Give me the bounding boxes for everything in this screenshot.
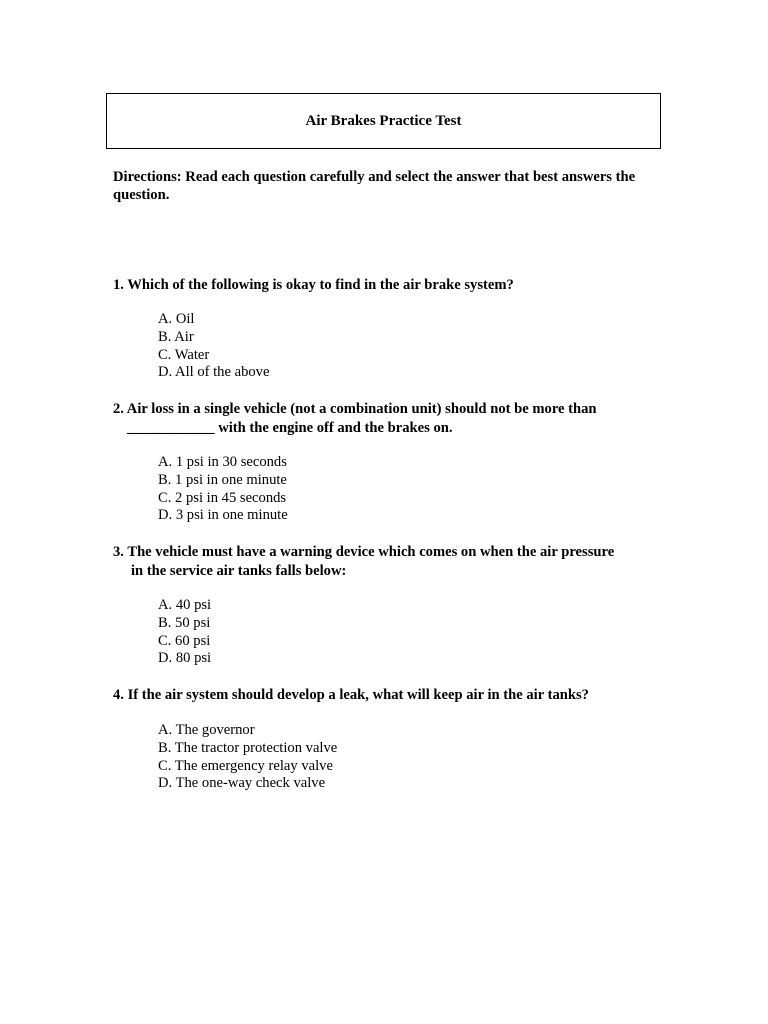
question-3-text-line1: 3. The vehicle must have a warning device which comes on when the air pressure <box>113 544 615 560</box>
question-1-options <box>158 311 269 382</box>
question-4-option-d: D. The one-way check valve <box>158 775 326 792</box>
question-4-text: 4. If the air system should develop a leak, what will keep air in the air tanks? <box>113 687 589 703</box>
question-1-option-a: A. Oil <box>158 311 195 327</box>
question-4-option-b: B. The tractor protection valve <box>158 739 338 756</box>
question-2-options <box>158 454 288 525</box>
question-1-option-d: D. All of the above <box>158 364 270 381</box>
question-3-option-a: A. 40 psi <box>158 597 212 613</box>
question-3-text-line2: in the service air tanks falls below: <box>131 562 347 579</box>
question-4-option-a: A. The governor <box>158 722 255 738</box>
question-2 <box>113 400 653 437</box>
question-4-options <box>158 722 337 793</box>
question-2-option-c: C. 2 psi in 45 seconds <box>158 489 287 506</box>
question-3 <box>113 543 653 580</box>
question-3-option-b: B. 50 psi <box>158 614 211 631</box>
question-3-option-c: C. 60 psi <box>158 632 211 649</box>
page-title: Air Brakes Practice Test <box>305 112 462 129</box>
question-2-text-line1: 2. Air loss in a single vehicle (not a combination unit) should not be more than <box>113 401 597 417</box>
question-4-option-c: C. The emergency relay valve <box>158 757 333 774</box>
question-4 <box>113 686 653 705</box>
question-1-option-c: C. Water <box>158 346 210 363</box>
question-3-options <box>158 597 211 668</box>
question-2-option-b: B. 1 psi in one minute <box>158 471 287 488</box>
title-box <box>106 93 661 149</box>
question-2-option-d: D. 3 psi in one minute <box>158 507 288 524</box>
question-2-option-a: A. 1 psi in 30 seconds <box>158 454 287 470</box>
question-2-text-line2: ____________ with the engine off and the brakes on. <box>127 419 453 436</box>
question-3-option-d: D. 80 psi <box>158 650 212 667</box>
question-1-text: 1. Which of the following is okay to find in the air brake system? <box>113 277 514 293</box>
question-1-option-b: B. Air <box>158 328 194 345</box>
question-1 <box>113 276 653 295</box>
directions-text: Directions: Read each question carefully and select the answer that best answers the question. <box>113 169 636 203</box>
